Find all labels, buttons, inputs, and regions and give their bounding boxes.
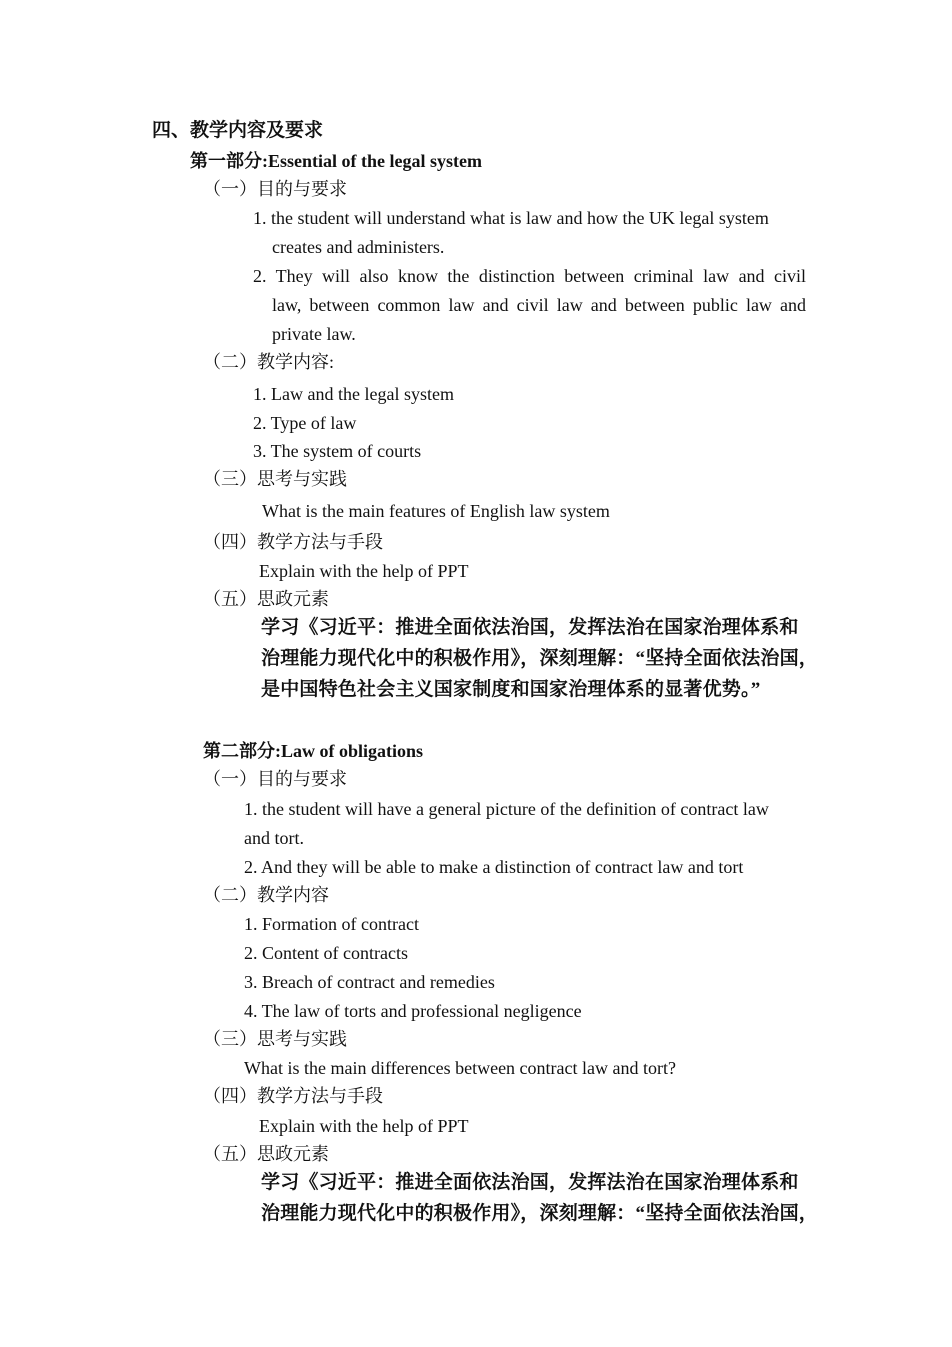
section-heading: 四、教学内容及要求 [152,120,324,141]
part1-content-label: （二）教学内容: [203,352,335,372]
part1-ideology-line: 学习《习近平：推进全面依法治国，发挥法治在国家治理体系和 [261,617,799,638]
part1-content-item: 2. Type of law [253,413,357,433]
part2-method-label: （四）教学方法与手段 [203,1086,383,1106]
part2-content-item: 3. Breach of contract and remedies [244,972,495,992]
part1-content-item: 3. The system of courts [253,441,422,461]
part1-title: 第一部分:Essential of the legal system [190,151,482,171]
part1-practice-label: （三）思考与实践 [203,469,347,489]
part1-practice-text: What is the main features of English law system [262,501,610,521]
part1-goal-line: law, between common law and civil law and between public law and [272,295,806,315]
part1-goal-line: creates and administers. [272,237,445,257]
part2-goal-line: and tort. [244,828,304,848]
part1-method-label: （四）教学方法与手段 [203,532,383,552]
part1-goals-label: （一）目的与要求 [203,179,347,199]
part2-practice-label: （三）思考与实践 [203,1029,347,1049]
part1-method-text: Explain with the help of PPT [259,561,469,581]
part2-ideology-line: 治理能力现代化中的积极作用》，深刻理解：“坚持全面依法治国， [261,1203,819,1224]
part2-content-item: 4. The law of torts and professional negligence [244,1001,582,1021]
part1-goal-line: 2. They will also know the distinction between criminal law and civil [253,266,806,286]
part1-ideology-label: （五）思政元素 [203,589,329,609]
part2-content-item: 2. Content of contracts [244,943,408,963]
part2-goal-line: 1. the student will have a general picture of the definition of contract law [244,799,769,819]
part2-ideology-line: 学习《习近平：推进全面依法治国，发挥法治在国家治理体系和 [261,1172,799,1193]
part2-goals-label: （一）目的与要求 [203,769,347,789]
part1-goal-line: private law. [272,324,356,344]
part2-content-label: （二）教学内容 [203,885,329,905]
part1-ideology-line: 治理能力现代化中的积极作用》，深刻理解：“坚持全面依法治国， [261,648,819,669]
part1-content-item: 1. Law and the legal system [253,384,454,404]
part1-goal-line: 1. the student will understand what is law and how the UK legal system [253,208,769,228]
part2-title: 第二部分:Law of obligations [203,741,424,761]
part1-ideology-line: 是中国特色社会主义国家制度和国家治理体系的显著优势。” [261,679,761,700]
part2-content-item: 1. Formation of contract [244,914,419,934]
part2-goal-line: 2. And they will be able to make a distinction of contract law and tort [244,857,744,877]
part2-method-text: Explain with the help of PPT [259,1116,469,1136]
part2-ideology-label: （五）思政元素 [203,1144,329,1164]
part2-practice-text: What is the main differences between contract law and tort? [244,1058,676,1078]
